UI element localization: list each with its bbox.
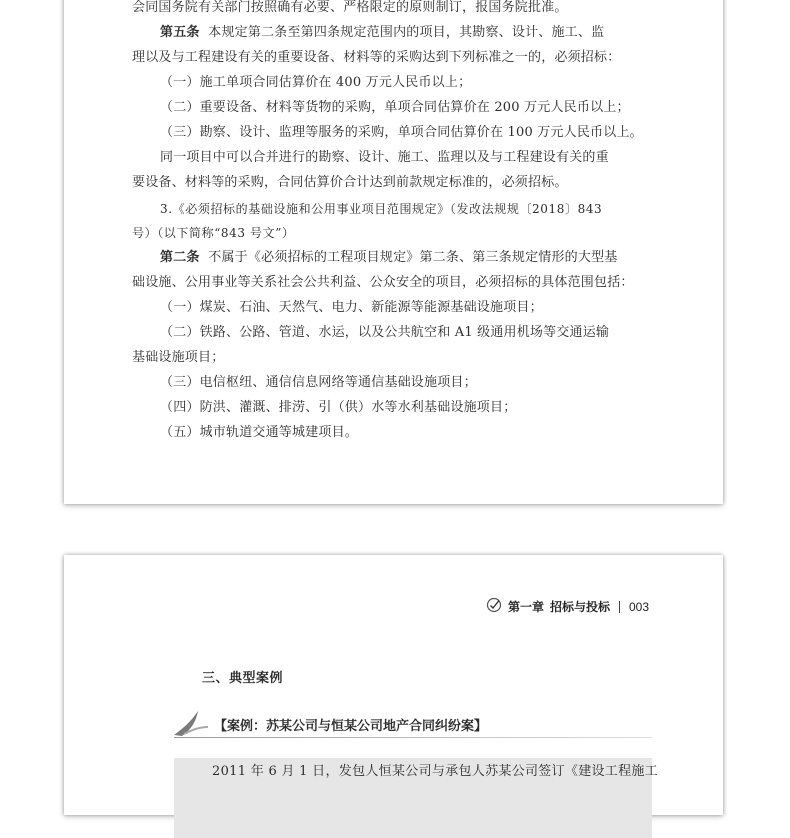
chapter-number: 第一章 <box>507 600 544 614</box>
article-label: 第五条 <box>160 25 200 40</box>
list-item: （一）施工单项合同估算价在 400 万元人民币以上； <box>160 75 472 90</box>
running-header <box>486 597 649 616</box>
article-label: 第二条 <box>160 250 200 265</box>
list-item: （四）防洪、灌溉、排涝、引（供）水等水利基础设施项目； <box>160 400 517 415</box>
list-item: （二）重要设备、材料等货物的采购，单项合同估算价在 200 万元人民币以上； <box>160 100 630 115</box>
header-divider <box>619 601 620 613</box>
citation-heading: 号）（以下简称“843 号文”） <box>132 226 295 240</box>
document-page-top <box>64 0 723 504</box>
citation-heading: 3.《必须招标的基础设施和公用事业项目范围规定》（发改法规规〔2018〕843 <box>160 202 603 216</box>
list-item: （三）电信枢纽、通信信息网络等通信基础设施项目； <box>160 375 477 390</box>
section-title: 三、典型案例 <box>202 670 284 685</box>
list-item: （五）城市轨道交通等城建项目。 <box>160 425 359 440</box>
article-5-line: 第五条 本规定第二条至第四条规定范围内的项目，其勘察、设计、施工、监 <box>160 25 605 40</box>
text-line: 基础设施项目； <box>132 350 225 365</box>
list-item: （一）煤炭、石油、天然气、电力、新能源等能源基础设施项目； <box>160 300 543 315</box>
list-item: （二）铁路、公路、管道、水运，以及公共航空和 A1 级通用机场等交通运输 <box>160 325 610 340</box>
document-page-bottom <box>64 555 723 815</box>
page-number: 003 <box>628 599 649 614</box>
article-2-line: 第二条 不属于《必须招标的工程项目规定》第二条、第三条规定情形的大型基 <box>160 250 618 265</box>
text-line: 要设备、材料等的采购，合同估算价合计达到前款规定标准的，必须招标。 <box>132 175 568 190</box>
pen-check-icon <box>486 597 502 616</box>
case-title: 【案例：苏某公司与恒某公司地产合同纠纷案】 <box>214 718 488 733</box>
text-line: 理以及与工程建设有关的重要设备、材料等的采购达到下列标准之一的，必须招标： <box>132 50 621 65</box>
case-title-rule <box>174 737 652 738</box>
text-line: 同一项目中可以合并进行的勘察、设计、施工、监理以及与工程建设有关的重 <box>160 150 609 165</box>
case-text: 2011 年 6 月 1 日，发包人恒某公司与承包人苏某公司签订《建设工程施工 <box>212 764 658 779</box>
text-line: 础设施、公用事业等关系社会公共利益、公众安全的项目，必须招标的具体范围包括： <box>132 275 634 290</box>
text-line: 会同国务院有关部门按照确有必要、严格限定的原则制订，报国务院批准。 <box>132 0 568 15</box>
chapter-title: 招标与投标 <box>549 600 610 614</box>
list-item: （三）勘察、设计、监理等服务的采购，单项合同估算价在 100 万元人民币以上。 <box>160 125 643 140</box>
